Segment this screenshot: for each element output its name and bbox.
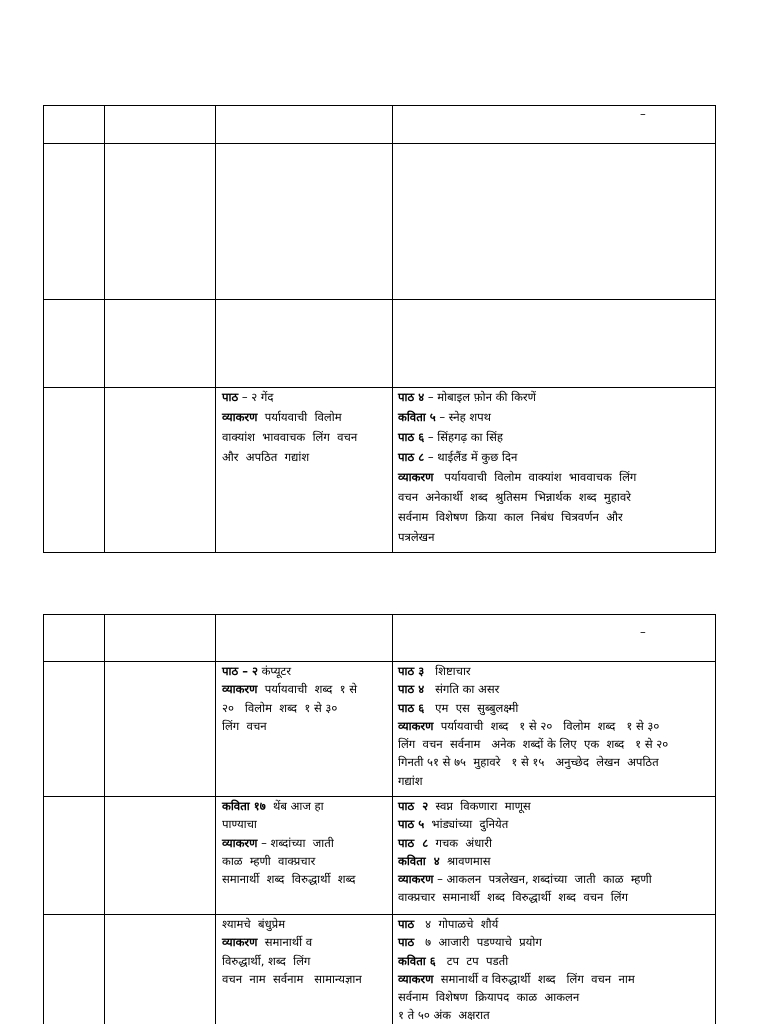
table1-row-divider xyxy=(43,143,716,144)
label-bold: पाठ ६ xyxy=(398,430,425,444)
cell-text: सर्वनाम विशेषण क्रियापद काळ आकलन xyxy=(398,990,580,1005)
cell-line xyxy=(398,387,636,407)
cell-line xyxy=(222,834,356,852)
table1-row3-topics xyxy=(222,387,357,467)
cell-line xyxy=(398,915,635,933)
cell-line xyxy=(398,797,652,815)
cell-line xyxy=(222,797,356,815)
cell-text: समानार्थी व xyxy=(257,935,313,950)
table2-border-top xyxy=(43,614,716,615)
cell-line xyxy=(222,427,357,447)
cell-line xyxy=(222,680,357,698)
cell-text: एम एस सुब्बुलक्ष्मी xyxy=(424,700,519,715)
cell-line xyxy=(222,915,362,933)
table2-border-left xyxy=(43,614,44,1024)
label-bold: पाठ ५ xyxy=(398,817,425,832)
cell-line xyxy=(398,427,636,447)
cell-text: कंप्यूटर xyxy=(257,664,292,678)
cell-line xyxy=(222,447,357,467)
table2-row3-topics xyxy=(222,797,356,888)
cell-text: गचक अंधारी xyxy=(428,835,492,850)
cell-line xyxy=(398,753,668,771)
cell-text: सर्वनाम विशेषण क्रिया काल निबंध चित्रवर्णन और xyxy=(398,510,623,524)
label-bold: कविता ५ xyxy=(398,410,436,424)
table1-row-divider xyxy=(43,299,716,300)
label-bold: पाठ xyxy=(398,917,415,931)
label-bold: कविता ६ xyxy=(398,953,436,968)
table2-header-mark: – xyxy=(640,625,646,639)
cell-line xyxy=(398,772,668,790)
cell-text: गद्यांश xyxy=(398,773,423,788)
cell-line xyxy=(398,952,635,970)
table2-row4-lessons xyxy=(398,915,635,1025)
cell-line xyxy=(398,988,635,1006)
cell-line xyxy=(398,507,636,527)
cell-text: वचन अनेकार्थी शब्द श्रुतिसम भिन्नार्थक शब्द मुहावरे xyxy=(398,490,631,504)
cell-line xyxy=(398,467,636,487)
cell-line xyxy=(222,662,357,680)
cell-text: २० विलोम शब्द १ से ३० xyxy=(222,700,338,715)
cell-line xyxy=(222,970,362,988)
label-bold: पाठ ६ xyxy=(398,700,425,715)
label-bold: कविता १७ xyxy=(222,799,266,813)
label-bold: पाठ ८ xyxy=(398,835,429,850)
cell-text: पर्यायवाची विलोम xyxy=(257,410,342,424)
cell-text: – मोबाइल फ़ोन की किरणें xyxy=(424,390,536,404)
cell-line xyxy=(398,970,635,988)
cell-text: ७ आजारी पडण्याचे प्रयोग xyxy=(414,935,542,950)
cell-text: स्वप्न विकणारा माणूस xyxy=(428,799,531,813)
cell-line xyxy=(222,699,357,717)
label-bold: व्याकरण xyxy=(398,971,434,986)
label-bold: पाठ २ xyxy=(398,799,429,813)
cell-line xyxy=(398,699,668,717)
cell-text: टप टप पडती xyxy=(435,953,509,968)
table2-border-right xyxy=(715,614,716,1024)
label-bold: व्याकरण xyxy=(222,835,258,850)
table2-col-divider xyxy=(104,614,105,1024)
cell-line xyxy=(398,527,636,547)
cell-line xyxy=(398,662,668,680)
label-bold: पाठ ३ xyxy=(398,664,425,678)
table2-row2-lessons xyxy=(398,662,668,790)
label-bold: व्याकरण xyxy=(222,935,258,950)
cell-text: पर्यायवाची विलोम वाक्यांश भाववाचक लिंग xyxy=(433,470,637,484)
cell-text: – स्नेह शपथ xyxy=(435,410,492,424)
cell-line xyxy=(398,487,636,507)
cell-line xyxy=(398,870,652,888)
cell-text: पत्रलेखन xyxy=(398,530,435,544)
table2-row2-topics xyxy=(222,662,357,735)
cell-text: – सिंहगढ़ का सिंह xyxy=(424,430,504,444)
cell-text: श्रावणमास xyxy=(439,853,491,868)
cell-text: गिनती ५१ से ७५ मुहावरे १ से १५ अनुच्छेद लेखन अपठित xyxy=(398,755,659,770)
label-bold: व्याकरण xyxy=(222,410,258,424)
cell-line xyxy=(222,952,362,970)
label-bold: पाठ xyxy=(398,935,415,950)
label-bold: पाठ ८ xyxy=(398,450,425,464)
cell-text: वाक्प्रचार समानार्थी शब्द विरुद्धार्थी शब्द वचन लिंग xyxy=(398,890,628,905)
table2-row3-lessons xyxy=(398,797,652,907)
cell-text: वाक्यांश भाववाचक लिंग वचन xyxy=(222,430,358,444)
cell-line xyxy=(398,447,636,467)
cell-line xyxy=(398,852,652,870)
cell-text: – २ गेंद xyxy=(238,390,274,404)
label-bold: कविता ४ xyxy=(398,853,440,868)
table1-col-divider xyxy=(392,105,393,553)
cell-line xyxy=(222,933,362,951)
table1-row3-lessons xyxy=(398,387,636,547)
cell-line xyxy=(398,680,668,698)
cell-text: – शब्दांच्या जाती xyxy=(257,835,334,850)
cell-text: पर्यायवाची शब्द १ से xyxy=(257,682,358,697)
cell-text: थेंब आज हा xyxy=(265,799,324,813)
table2-col-divider xyxy=(392,614,393,1024)
cell-text: – थाईलैंड में कुछ दिन xyxy=(424,450,518,464)
table1-border-right xyxy=(715,105,716,553)
cell-line xyxy=(222,852,356,870)
table2-row4-topics xyxy=(222,915,362,988)
cell-text: पर्यायवाची शब्द १ से २० विलोम शब्द १ से ३० xyxy=(433,718,660,733)
label-bold: व्याकरण xyxy=(222,682,258,697)
cell-line xyxy=(398,1006,635,1024)
cell-text: काळ म्हणी वाक्प्रचार xyxy=(222,853,316,868)
cell-line xyxy=(222,870,356,888)
cell-text: समानार्थी शब्द विरुद्धार्थी शब्द xyxy=(222,872,356,887)
table1-col-divider xyxy=(215,105,216,553)
cell-text: शिष्टाचार xyxy=(424,664,471,678)
cell-text: समानार्थी व विरुद्धार्थी शब्द लिंग वचन नाम xyxy=(433,971,635,986)
table1-border-bottom xyxy=(43,552,716,553)
cell-line xyxy=(222,387,357,407)
cell-text: श्यामचे बंधुप्रेम xyxy=(222,917,286,931)
cell-text: विरुद्धार्थी, शब्द लिंग xyxy=(222,953,311,968)
cell-line xyxy=(398,735,668,753)
cell-line xyxy=(398,717,668,735)
cell-line xyxy=(398,888,652,906)
table1-header-mark: – xyxy=(640,107,646,121)
label-bold: पाठ ४ xyxy=(398,682,425,697)
table1-col-divider xyxy=(104,105,105,553)
label-bold: पाठ – २ xyxy=(222,664,258,678)
cell-line xyxy=(222,407,357,427)
cell-line xyxy=(398,834,652,852)
cell-text: लिंग वचन सर्वनाम अनेक शब्दों के लिए एक शब्द १ से २० xyxy=(398,737,669,752)
cell-text: लिंग वचन xyxy=(222,718,267,733)
label-bold: व्याकरण xyxy=(398,470,434,484)
table1-border-left xyxy=(43,105,44,553)
cell-text: भांड्यांच्या दुनियेत xyxy=(424,817,509,832)
cell-text: संगति का असर xyxy=(424,682,500,697)
cell-line xyxy=(398,815,652,833)
table2-col-divider xyxy=(215,614,216,1024)
cell-line xyxy=(398,407,636,427)
cell-line xyxy=(222,717,357,735)
cell-line xyxy=(222,815,356,833)
cell-text: – आकलन पत्रलेखन, शब्दांच्या जाती काळ म्हणी xyxy=(433,872,652,887)
table1-border-top xyxy=(43,105,716,106)
cell-text: पाण्याचा xyxy=(222,817,257,832)
label-bold: व्याकरण xyxy=(398,718,434,733)
label-bold: व्याकरण xyxy=(398,872,434,887)
label-bold: पाठ xyxy=(222,390,239,404)
cell-text: और अपठित गद्यांश xyxy=(222,450,310,464)
cell-text: ४ गोपाळचे शौर्य xyxy=(414,917,499,931)
cell-text: १ ते ५० अंक अक्षरात xyxy=(398,1008,490,1023)
cell-text: वचन नाम सर्वनाम सामान्यज्ञान xyxy=(222,971,362,986)
label-bold: पाठ ४ xyxy=(398,390,425,404)
cell-line xyxy=(398,933,635,951)
